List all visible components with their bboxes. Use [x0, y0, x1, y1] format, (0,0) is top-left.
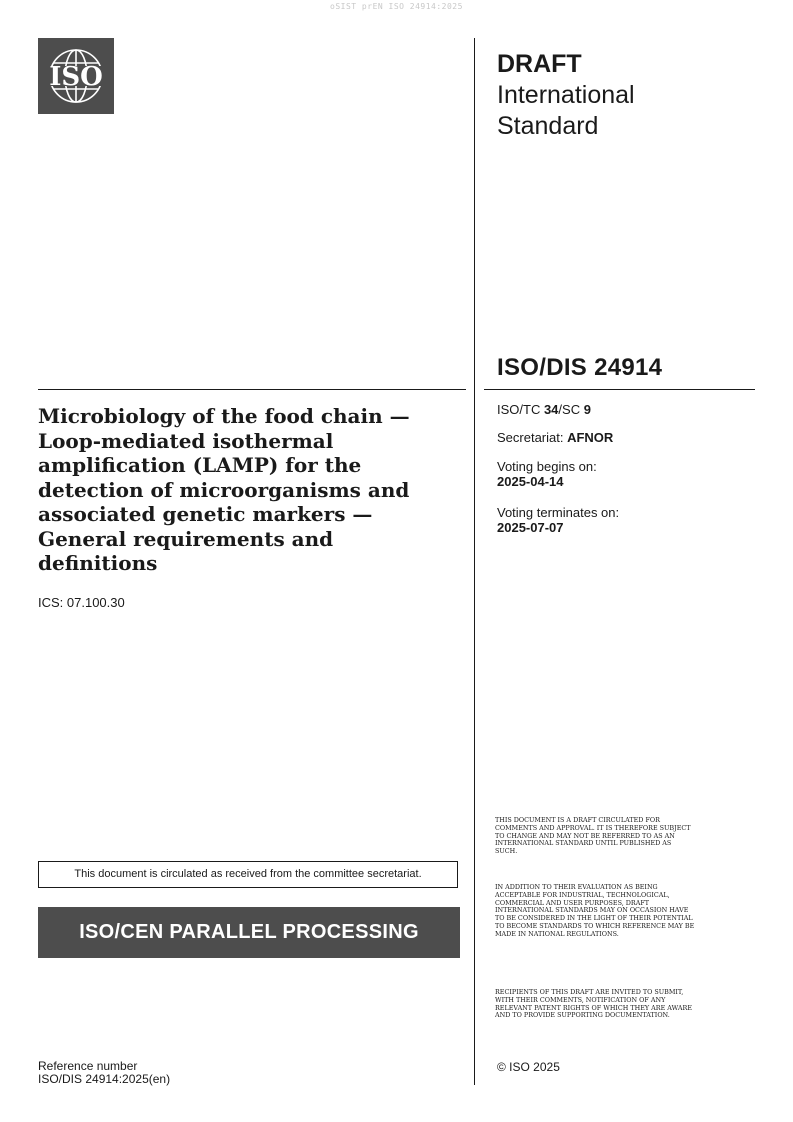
disclaimer-paragraph-1: THIS DOCUMENT IS A DRAFT CIRCULATED FOR COMMENTS AND APPROVAL. IT IS THEREFORE SUBJECT TO CHANGE AND MAY NOT BE REFERRED TO AS AN INTERNATIONAL STANDARD UNTIL PUBLISHED AS SUCH.	[495, 816, 691, 856]
document-number: ISO/DIS 24914	[497, 354, 663, 381]
iso-logo	[38, 38, 114, 114]
voting-begins: Voting begins on: 2025-04-14	[497, 459, 597, 489]
column-divider	[474, 38, 475, 1085]
document-stage	[497, 49, 635, 142]
disclaimer-paragraph-3: RECIPIENTS OF THIS DRAFT ARE INVITED TO SUBMIT, WITH THEIR COMMENTS, NOTIFICATION OF ANY RELEVANT PATENT RIGHTS OF WHICH THEY ARE AWARE AND TO PROVIDE SUPPORTING DOCUMENTATION.	[495, 988, 692, 1020]
iso-globe-icon	[38, 38, 114, 114]
standard-label: Standard	[497, 112, 599, 140]
voting-terminates: Voting terminates on: 2025-07-07	[497, 505, 620, 535]
circulation-notice: This document is circulated as received from the committee secretariat.	[38, 861, 458, 888]
reference-number: Reference number ISO/DIS 24914:2025(en)	[38, 1059, 171, 1086]
secretariat: Secretariat: AFNOR	[497, 430, 614, 445]
ics-code: ICS: 07.100.30	[38, 595, 125, 610]
draft-label: DRAFT	[497, 50, 582, 78]
iso-logo-text: ISO	[49, 62, 103, 92]
title-rule-left	[38, 389, 466, 390]
international-label: International	[497, 81, 635, 109]
title-rule-right	[484, 389, 755, 390]
watermark: oSIST prEN ISO 24914:2025	[330, 2, 463, 11]
document-title: Microbiology of the food chain — Loop-mediated isothermal amplification (LAMP) for the detection of microorganisms and associated genetic markers — General requirements and definitions	[38, 404, 410, 575]
committee: ISO/TC 34/SC 9	[497, 402, 591, 417]
parallel-processing-banner: ISO/CEN PARALLEL PROCESSING	[38, 907, 460, 958]
disclaimer-paragraph-2: IN ADDITION TO THEIR EVALUATION AS BEING ACCEPTABLE FOR INDUSTRIAL, TECHNOLOGICAL, COMMERCIAL AND USER PURPOSES, DRAFT INTERNATIONAL STANDARDS MAY ON OCCASION HAVE TO BE CONSIDERED IN THE LIGHT OF THEIR POTENTIAL TO BECOME STANDARDS TO WHICH REFERENCE MAY BE MADE IN NATIONAL REGULATIONS.	[495, 883, 695, 938]
copyright: © ISO 2025	[497, 1060, 560, 1074]
